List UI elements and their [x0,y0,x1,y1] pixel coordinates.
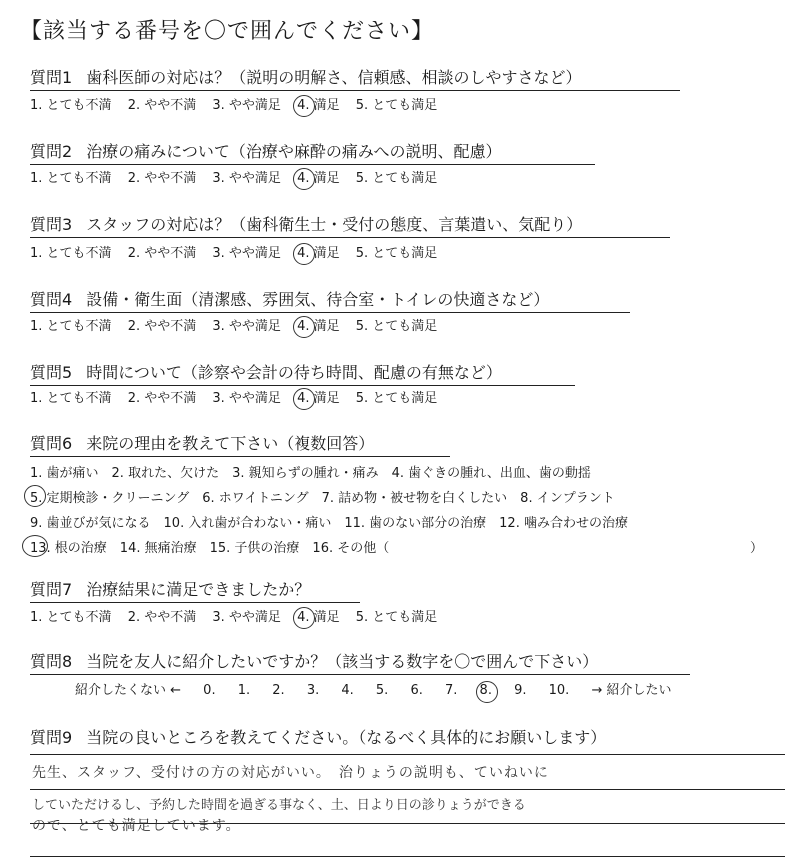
option-5[interactable]: 5. とても満足 [355,610,438,625]
option-3[interactable]: 3. やや満足 [212,246,281,261]
option-3[interactable]: 3. やや満足 [212,171,281,186]
handwritten-answer-line-2: していただけるし、予約した時間を過ぎる事なく、土、日より日の診りょうができる [32,798,526,813]
option-5[interactable]: 5. とても満足 [355,246,438,261]
option-1[interactable]: 1. とても不満 [30,171,112,186]
question-3: 質問3 スタッフの対応は？（歯科衛生士・受付の態度、言葉遣い、気配り） [30,215,670,238]
scale-0[interactable]: 0. [203,683,216,698]
scale-5[interactable]: 5. [375,683,389,698]
option-2[interactable]: 2. やや不満 [127,391,197,406]
option-5[interactable]: 5. とても満足 [355,391,438,406]
q8-scale [75,679,672,698]
option-3[interactable]: 3. やや満足 [212,319,281,334]
q6-row-4[interactable]: 13. 根の治療 14. 無痛治療 15. 子供の治療 16. その他（ [30,537,389,556]
option-4-circled[interactable]: 4. 満足 [297,246,340,261]
handwritten-answer-line-3: ので、とても満足しています。 [32,818,241,834]
scale-right-label: → 紹介したい [591,683,672,698]
option-2[interactable]: 2. やや不満 [127,610,197,625]
scale-3[interactable]: 3. [306,683,320,698]
option-3[interactable]: 3. やや満足 [212,610,281,625]
question-6: 質問6 来院の理由を教えて下さい（複数回答） [30,434,450,457]
scale-7[interactable]: 7. [445,683,458,698]
circle-mark-5 [24,485,46,507]
option-4-circled[interactable]: 4. 満足 [297,319,340,334]
other-close-paren: ） [750,541,764,556]
option-1[interactable]: 1. とても不満 [30,391,112,406]
option-2[interactable]: 2. やや不満 [127,246,197,261]
option-1[interactable]: 1. とても不満 [30,319,112,334]
question-4-options [30,318,449,336]
answer-line-2 [30,789,785,790]
option-2[interactable]: 2. やや不満 [127,171,197,186]
question-2: 質問2 治療の痛みについて（治療や麻酔の痛みへの説明、配慮） [30,142,595,165]
option-4-circled[interactable]: 4. 満足 [297,391,340,406]
scale-2[interactable]: 2. [272,683,285,698]
option-1[interactable]: 1. とても不満 [30,246,112,261]
scale-left-label: 紹介したくない ← [75,683,182,698]
scale-10[interactable]: 10. [548,683,570,698]
scale-6[interactable]: 6. [410,683,423,698]
option-1[interactable]: 1. とても不満 [30,98,112,113]
q6-row-3[interactable]: 9. 歯並びが気になる 10. 入れ歯が合わない・痛い 11. 歯のない部分の治療 12. 噛み合わせの治療 [30,516,628,531]
option-5[interactable]: 5. とても満足 [355,98,438,113]
scale-9[interactable]: 9. [514,683,527,698]
answer-line-1 [30,754,785,755]
scale-8-circled[interactable]: 8. [479,683,492,698]
question-7: 質問7 治療結果に満足できましたか？ [30,580,360,603]
question-4: 質問4 設備・衛生面（清潔感、雰囲気、待合室・トイレの快適さなど） [30,290,630,313]
option-3[interactable]: 3. やや満足 [212,391,281,406]
option-4-circled[interactable]: 4. 満足 [297,610,340,625]
question-5-options [30,390,449,408]
option-5[interactable]: 5. とても満足 [355,319,438,334]
question-5: 質問5 時間について（診察や会計の待ち時間、配慮の有無など） [30,363,575,386]
option-2[interactable]: 2. やや不満 [127,319,197,334]
question-1: 質問1 歯科医師の対応は？（説明の明解さ、信頼感、相談のしやすさなど） [30,68,680,91]
handwritten-answer-line-1: 先生、スタッフ、受付けの方の対応がいい。 治りょうの説明も、ていねいに [32,765,549,781]
answer-line-4 [30,856,785,857]
q6-row-2[interactable]: 5. 定期検診・クリーニング 6. ホワイトニング 7. 詰め物・被せ物を白くしたい 8. インプラント [30,487,615,506]
question-3-options [30,245,449,263]
option-2[interactable]: 2. やや不満 [127,98,197,113]
question-2-options [30,170,449,188]
option-4-circled[interactable]: 4. 満足 [297,171,340,186]
page-title: 【該当する番号を〇で囲んでください】 [20,19,435,44]
circle-mark-13 [22,535,48,557]
q6-row-1[interactable]: 1. 歯が痛い 2. 取れた、欠けた 3. 親知らずの腫れ・痛み 4. 歯ぐきの腫れ、出血、歯の動揺 [30,466,591,481]
question-1-options [30,97,449,115]
option-4-circled[interactable]: 4. 満足 [297,98,340,113]
scale-1[interactable]: 1. [237,683,251,698]
question-8: 質問8 当院を友人に紹介したいですか？（該当する数字を〇で囲んで下さい） [30,652,690,675]
option-1[interactable]: 1. とても不満 [30,610,112,625]
option-3[interactable]: 3. やや満足 [212,98,281,113]
scale-4[interactable]: 4. [341,683,354,698]
option-5[interactable]: 5. とても満足 [355,171,438,186]
question-7-options [30,609,449,627]
